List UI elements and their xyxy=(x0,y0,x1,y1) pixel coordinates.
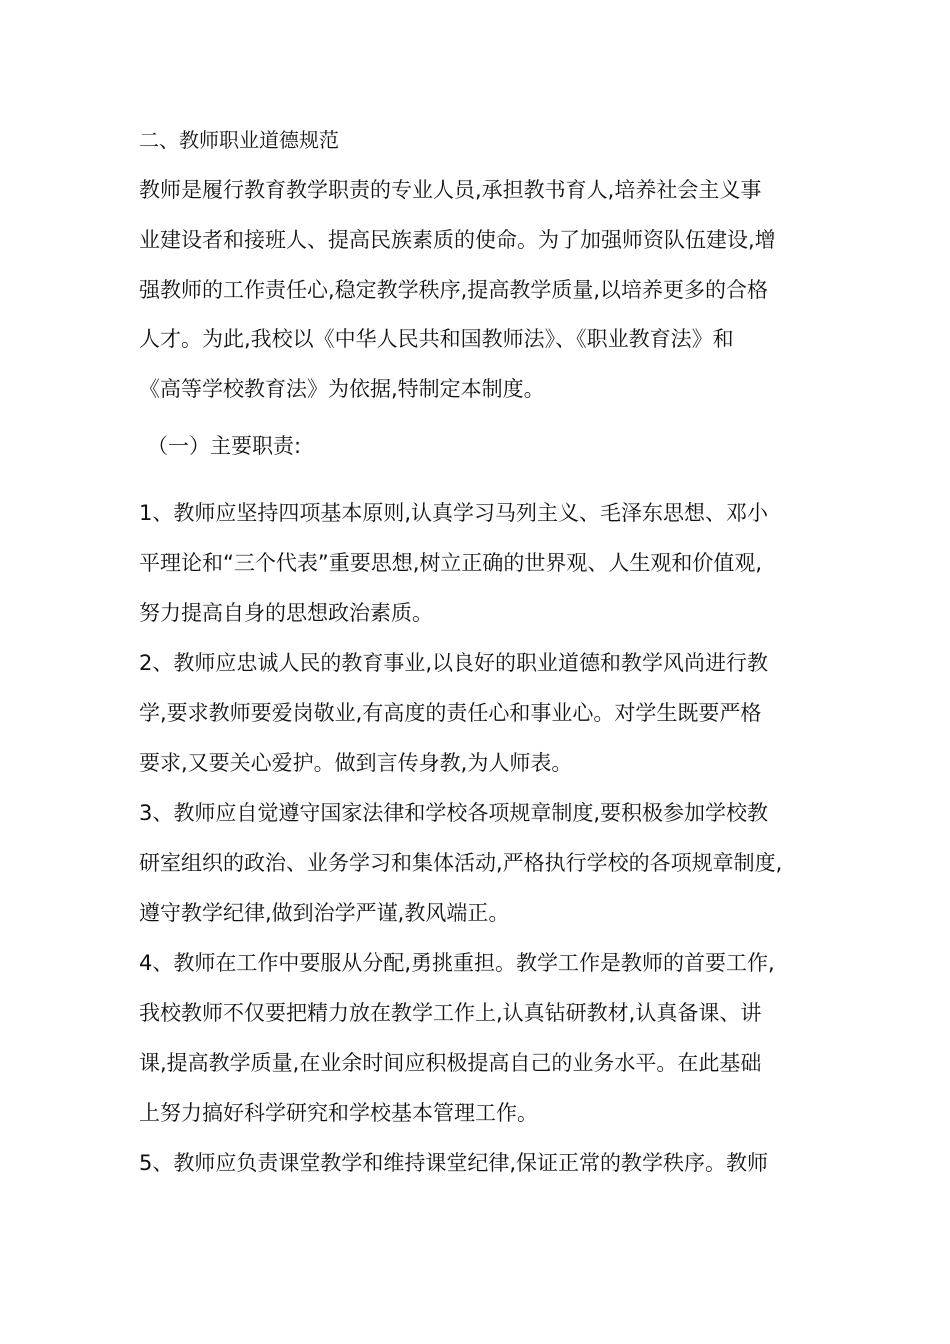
item-3-line-3: 遵守教学纪律,做到治学严谨,教风端正。 xyxy=(139,901,510,925)
intro-line-5: 《高等学校教育法》为依据,特制定本制度。 xyxy=(139,377,545,401)
item-4-line-1: 4、教师在工作中要服从分配,勇挑重担。教学工作是教师的首要工作, xyxy=(139,951,775,975)
item-3-line-2: 研室组织的政治、业务学习和集体活动,严格执行学校的各项规章制度, xyxy=(139,851,783,875)
item-2-line-2: 学,要求教师要爱岗敬业,有高度的责任心和事业心。对学生既要严格 xyxy=(139,701,762,725)
item-3-line-1: 3、教师应自觉遵守国家法律和学校各项规章制度,要积极参加学校教 xyxy=(139,801,769,825)
item-2-line-1: 2、教师应忠诚人民的教育事业,以良好的职业道德和教学风尚进行教 xyxy=(139,651,769,675)
intro-line-1: 教师是履行教育教学职责的专业人员,承担教书育人,培养社会主义事 xyxy=(139,178,762,202)
intro-line-2: 业建设者和接班人、提高民族素质的使命。为了加强师资队伍建设,增 xyxy=(139,228,776,252)
section-heading: 二、教师职业道德规范 xyxy=(139,128,339,152)
item-4-line-3: 课,提高教学质量,在业余时间应积极提高自己的业务水平。在此基础 xyxy=(139,1051,762,1075)
item-1-line-3: 努力提高自身的思想政治素质。 xyxy=(139,601,433,625)
item-4-line-4: 上努力搞好科学研究和学校基本管理工作。 xyxy=(139,1101,538,1125)
item-4-line-2: 我校教师不仅要把精力放在教学工作上,认真钻研教材,认真备课、讲 xyxy=(139,1001,762,1025)
item-1-line-1: 1、教师应坚持四项基本原则,认真学习马列主义、毛泽东思想、邓小 xyxy=(139,501,769,525)
item-5-line-1: 5、教师应负责课堂教学和维持课堂纪律,保证正常的教学秩序。教师 xyxy=(139,1151,769,1175)
subsection-title: （一）主要职责: xyxy=(147,434,302,458)
intro-line-3: 强教师的工作责任心,稳定教学秩序,提高教学质量,以培养更多的合格 xyxy=(139,278,769,302)
item-1-line-2: 平理论和“三个代表”重要思想,树立正确的世界观、人生观和价值观, xyxy=(139,551,763,575)
intro-line-4: 人才。为此,我校以《中华人民共和国教师法》、《职业教育法》和 xyxy=(139,327,734,351)
item-2-line-3: 要求,又要关心爱护。做到言传身教,为人师表。 xyxy=(139,751,573,775)
